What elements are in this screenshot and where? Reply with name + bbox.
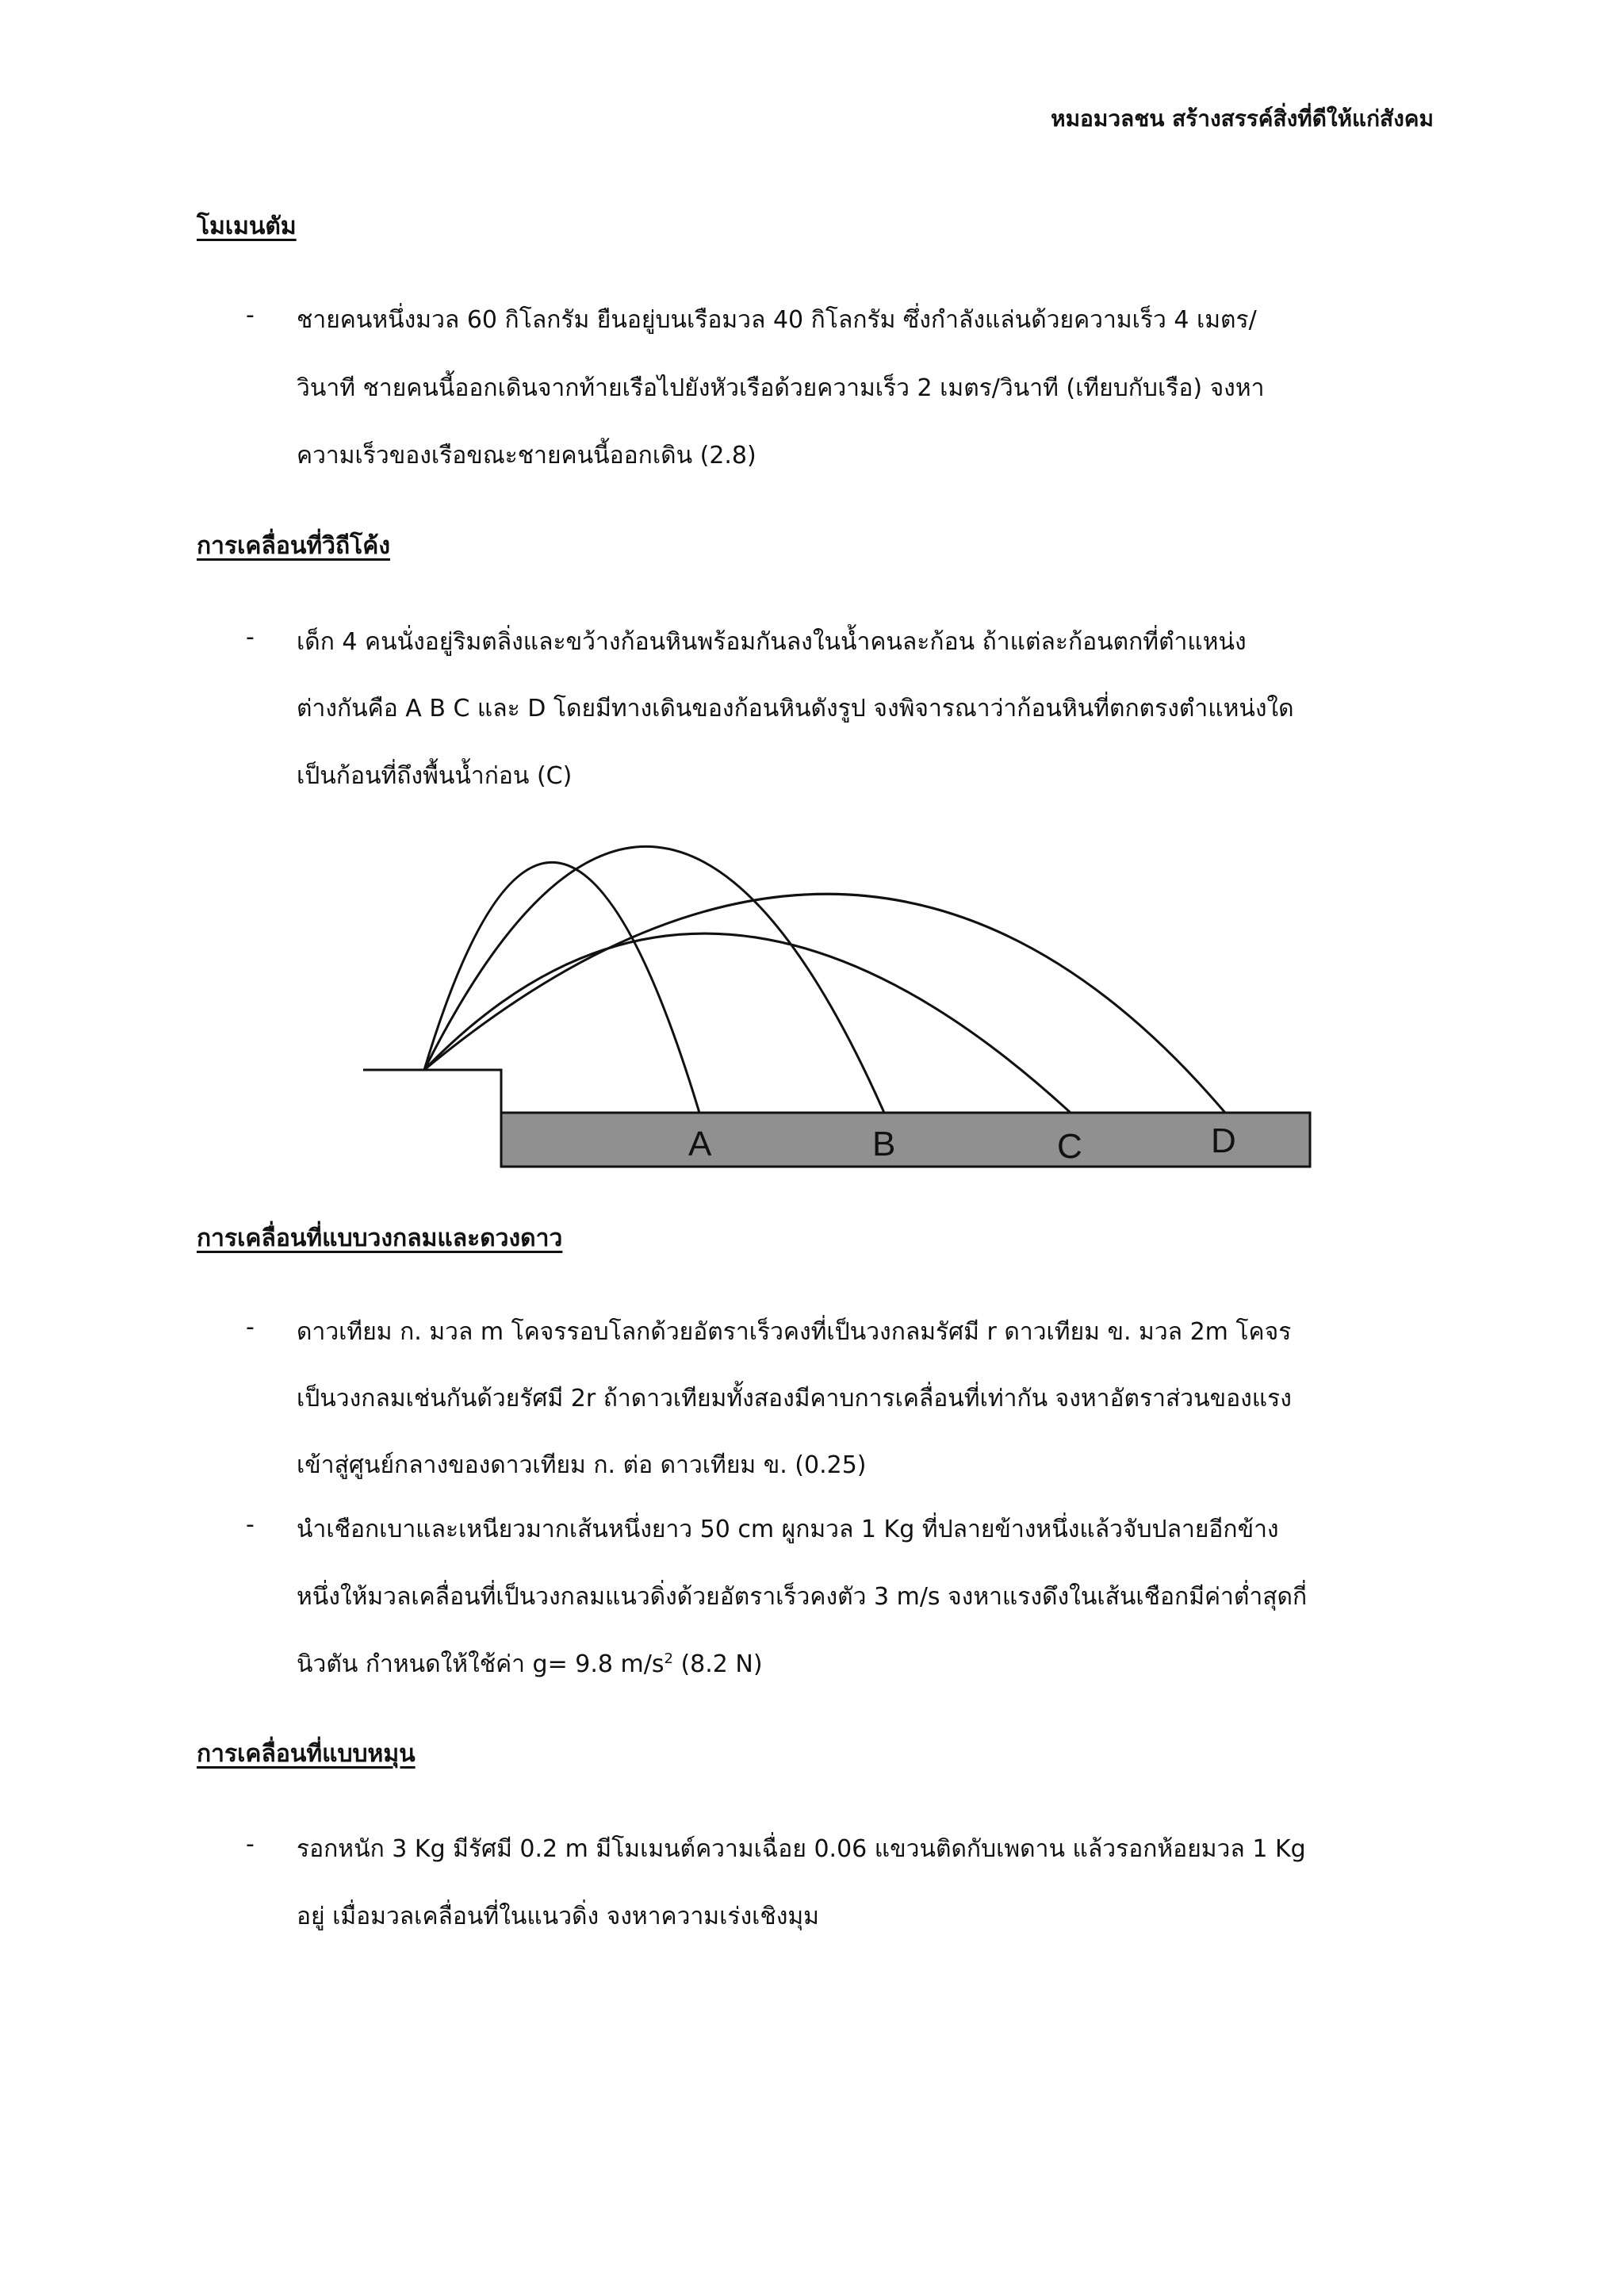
momentum-line-1: ชายคนหนึ่งมวล 60 กิโลกรัม ยืนอยู่บนเรือมวล 40 กิโลกรัม ซึ่งกำลังแล่นด้วยความเร็ว 4 เมตร/: [297, 306, 1257, 334]
page-header: หมอมวลชน สร้างสรรค์สิ่งที่ดีให้แก่สังคม: [1051, 105, 1434, 132]
water-surface: [501, 1113, 1310, 1167]
label-a: A: [688, 1125, 712, 1163]
superscript: 2: [664, 1650, 673, 1667]
line-text: (8.2 N): [672, 1650, 763, 1678]
trajectory-d: [424, 894, 1225, 1113]
circular-item1-line-3: เข้าสู่ศูนย์กลางของดาวเทียม ก. ต่อ ดาวเทียม ข. (0.25): [297, 1451, 867, 1479]
label-b: B: [872, 1125, 896, 1163]
label-c: C: [1057, 1127, 1082, 1166]
momentum-line-2: วินาที ชายคนนี้ออกเดินจากท้ายเรือไปยังหัวเรือด้วยความเร็ว 2 เมตร/วินาที (เทียบกับเรือ) จงหา: [297, 374, 1265, 402]
bullet-dash: -: [246, 623, 255, 651]
projectile-line-1: เด็ก 4 คนนั่งอยู่ริมตลิ่งและขว้างก้อนหินพร้อมกันลงในน้ำคนละก้อน ถ้าแต่ละก้อนตกที่ตำแหน่ง: [297, 628, 1247, 656]
heading-rotation: การเคลื่อนที่แบบหมุน: [197, 1740, 416, 1768]
trajectory-b: [424, 846, 884, 1113]
momentum-line-3: ความเร็วของเรือขณะชายคนนี้ออกเดิน (2.8): [297, 442, 756, 470]
line-text: นิวตัน กำหนดให้ใช้ค่า g= 9.8 m/s: [297, 1650, 665, 1678]
rotation-line-2: อยู่ เมื่อมวลเคลื่อนที่ในแนวดิ่ง จงหาความเร่งเชิงมุม: [297, 1903, 819, 1930]
heading-momentum: โมเมนตัม: [197, 213, 297, 240]
circular-item1-line-1: ดาวเทียม ก. มวล m โคจรรอบโลกด้วยอัตราเร็วคงที่เป็นวงกลมรัศมี r ดาวเทียม ข. มวล 2m โคจร: [297, 1318, 1292, 1346]
rotation-line-1: รอกหนัก 3 Kg มีรัศมี 0.2 m มีโมเมนต์ความเฉื่อย 0.06 แขวนติดกับเพดาน แล้วรอกห้อยมวล 1 Kg: [297, 1835, 1306, 1863]
label-d: D: [1211, 1121, 1236, 1160]
heading-projectile: การเคลื่อนที่วิถีโค้ง: [197, 532, 390, 560]
bullet-dash: -: [246, 1511, 255, 1539]
bullet-dash: -: [246, 301, 255, 329]
bullet-dash: -: [246, 1313, 255, 1341]
bank-outline: [363, 1070, 501, 1113]
circular-item2-line-3: [297, 1646, 763, 1683]
projectile-line-3: เป็นก้อนที่ถึงพื้นน้ำก่อน (C): [297, 762, 573, 790]
circular-item2-line-2: หนึ่งให้มวลเคลื่อนที่เป็นวงกลมแนวดิ่งด้วยอัตราเร็วคงตัว 3 m/s จงหาแรงดึงในเส้นเชือกมีค่าต่ำสุดกี่: [297, 1583, 1308, 1611]
circular-item1-line-2: เป็นวงกลมเช่นกันด้วยรัศมี 2r ถ้าดาวเทียมทั้งสองมีคาบการเคลื่อนที่เท่ากัน จงหาอัตราส่วนของแรง: [297, 1385, 1292, 1412]
projectile-line-2: ต่างกันคือ A B C และ D โดยมีทางเดินของก้อนหินดังรูป จงพิจารณาว่าก้อนหินที่ตกตรงตำแหน่งใด: [297, 695, 1294, 723]
trajectory-a: [424, 862, 699, 1113]
circular-item2-line-1: นำเชือกเบาและเหนียวมากเส้นหนึ่งยาว 50 cm ผูกมวล 1 Kg ที่ปลายข้างหนึ่งแล้วจับปลายอีกข้าง: [297, 1516, 1279, 1543]
heading-circular: การเคลื่อนที่แบบวงกลมและดวงดาว: [197, 1225, 563, 1252]
trajectory-c: [424, 933, 1071, 1113]
bullet-dash: -: [246, 1830, 255, 1858]
